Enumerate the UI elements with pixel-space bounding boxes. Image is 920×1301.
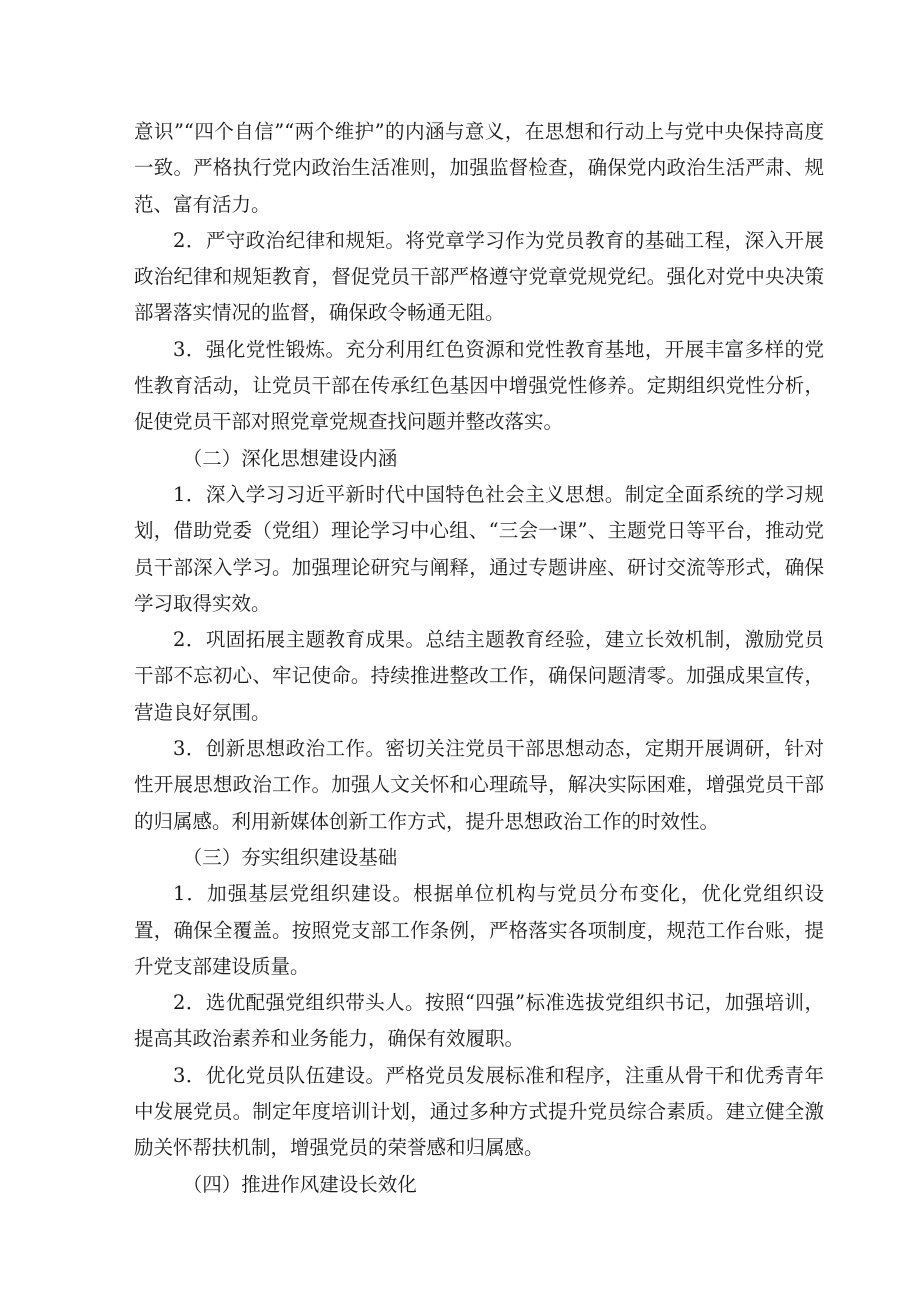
paragraph-6: 3．创新思想政治工作。密切关注党员干部思想动态，定期开展调研，针对性开展思想政治工作。加强人文关怀和心理疏导，解决实际困难，增强党员干部的归属感。利用新媒体创新工作方式，提升思想政治工作的时效性。 [134, 737, 824, 833]
section-heading-2: （二）深化思想建设内涵 [182, 446, 398, 470]
paragraph-1: 意识”“四个自信”“两个维护”的内涵与意义，在思想和行动上与党中央保持高度一致。严格执行党内政治生活准则，加强监督检查，确保党内政治生活严肃、规范、富有活力。 [134, 120, 824, 216]
section-heading-4: （四）推进作风建设长效化 [182, 1172, 417, 1196]
paragraph-9: 3．优化党员队伍建设。严格党员发展标准和程序，注重从骨干和优秀青年中发展党员。制定年度培训计划，通过多种方式提升党员综合素质。建立健全激励关怀帮扶机制，增强党员的荣誉感和归属感。 [134, 1063, 824, 1160]
section-heading-3: （三）夯实组织建设基础 [182, 845, 398, 869]
paragraph-4: 1．深入学习习近平新时代中国特色社会主义思想。制定全面系统的学习规划，借助党委（党组）理论学习中心组、“三会一课”、主题党日等平台，推动党员干部深入学习。加强理论研究与阐释，通过专题讲座、研讨交流等形式，确保学习取得实效。 [134, 482, 824, 615]
paragraph-7: 1．加强基层党组织建设。根据单位机构与党员分布变化，优化党组织设置，确保全覆盖。按照党支部工作条例，严格落实各项制度，规范工作台账，提升党支部建设质量。 [134, 882, 824, 978]
paragraph-8: 2．选优配强党组织带头人。按照“四强”标准选拔党组织书记，加强培训，提高其政治素养和业务能力，确保有效履职。 [134, 991, 824, 1051]
paragraph-3: 3．强化党性锻炼。充分利用红色资源和党性教育基地，开展丰富多样的党性教育活动，让党员干部在传承红色基因中增强党性修养。定期组织党性分析，促使党员干部对照党章党规查找问题并整改落实。 [134, 337, 824, 434]
paragraph-2: 2．严守政治纪律和规矩。将党章学习作为党员教育的基础工程，深入开展政治纪律和规矩教育，督促党员干部严格遵守党章党规党纪。强化对党中央决策部署落实情况的监督，确保政令畅通无阻。 [134, 228, 824, 325]
paragraph-5: 2．巩固拓展主题教育成果。总结主题教育经验，建立长效机制，激励党员干部不忘初心、牢记使命。持续推进整改工作，确保问题清零。加强成果宣传，营造良好氛围。 [134, 628, 824, 724]
document-body [134, 114, 824, 1203]
